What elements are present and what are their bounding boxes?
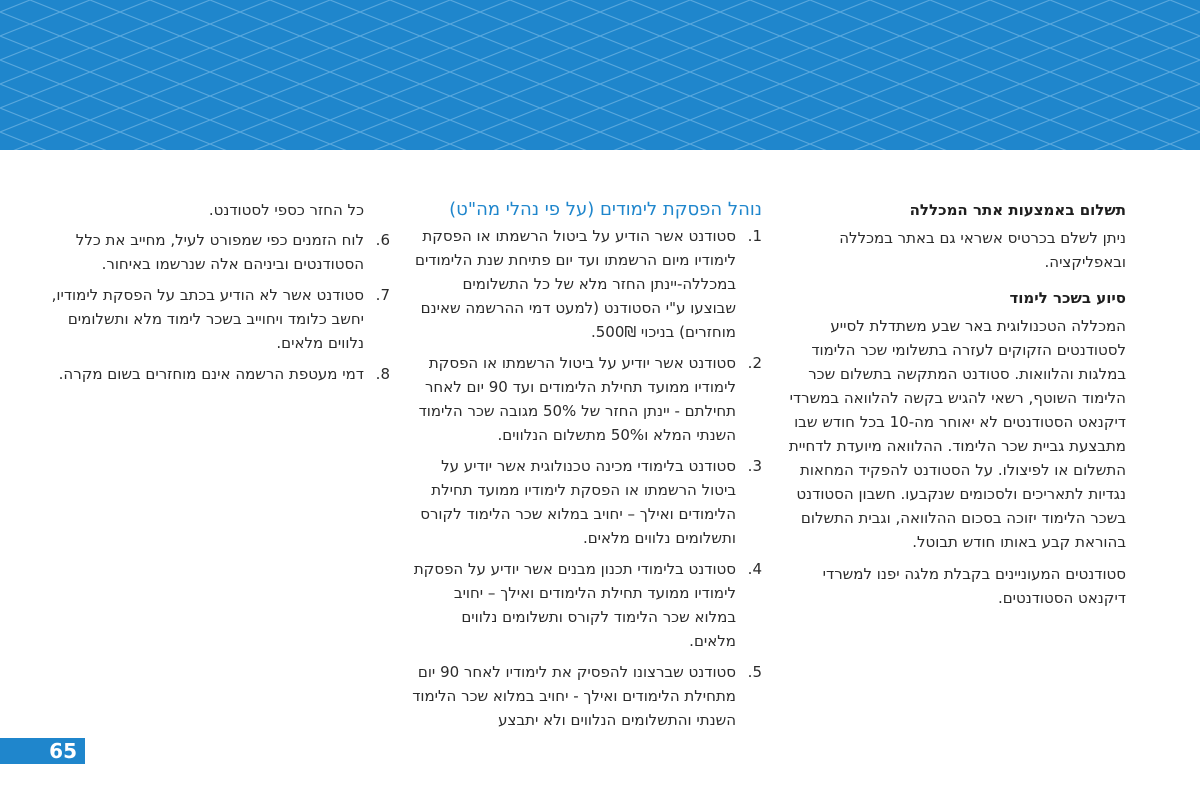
- column-left: [50, 198, 390, 393]
- paragraph-tuition-aid: המכללה הטכנולוגית באר שבע משתדלת לסייע לסטודנטים הזקוקים לעזרה בתשלומי שכר הלימוד במלגות והלוואות. סטודנט המתקשה בתשלום שכר הלימוד השוטף, רשאי להגיש בקשה להלוואה במשרדי דיקנאט הסטודנטים לא יאוחר מה-10 בכל חודש שבו מתבצעת גביית שכר הלימוד. ההלוואה מיועדת לדחיית התשלום או לפיצולו. על הסטודנט להפקיד המחאות נגדיות לתאריכים ולסכומים שנקבעו. חשבון הסטודנט בשכר הלימוד יזוכה בסכום ההלוואה, וגבית התשלום בהוראת קבע באותו חודש תבוטל.: [788, 317, 1126, 551]
- diamond-pattern: [0, 0, 1200, 150]
- item-number: 7.: [375, 286, 390, 304]
- item-number: 4.: [747, 560, 762, 578]
- item-text: לוח הזמנים כפי שמפורט לעיל, מחייב את כלל הסטודנטים וביניהם אלה שנרשמו באיחור.: [75, 231, 364, 273]
- item-text: סטודנט אשר הודיע על ביטול הרשמתו או הפסקת לימודיו מיום הרשמתו ועד יום פתיחת שנת הלימודים במכללה-יינתן החזר מלא של כל התשלומים שבוצעו ע"י הסטודנט (למעט דמי ההרשמה שאינם מוחזרים) בניכוי 500₪.: [414, 227, 736, 341]
- column-middle: [412, 198, 762, 739]
- list-item: [412, 454, 762, 550]
- page-number: 65: [0, 738, 85, 764]
- item-5-continuation: כל החזר כספי לסטודנט.: [208, 201, 364, 219]
- paragraph-payment-website: ניתן לשלם בכרטיס אשראי גם באתר במכללה ובאפליקציה.: [839, 229, 1126, 271]
- item-number: 5.: [747, 663, 762, 681]
- item-number: 6.: [375, 231, 390, 249]
- list-item: [412, 224, 762, 344]
- heading-tuition-aid: סיוע בשכר לימוד: [1009, 289, 1126, 307]
- column-right: [780, 198, 1126, 618]
- heading-withdrawal-procedure: נוהל הפסקת לימודים (על פי נהלי מה"ט): [449, 199, 762, 220]
- list-item: [412, 660, 762, 732]
- item-number: 1.: [747, 227, 762, 245]
- withdrawal-list-continued: [50, 228, 390, 386]
- item-text: סטודנט בלימודי מכינה טכנולוגית אשר יודיע על ביטול הרשמתו או הפסקת לימודיו ממועד תחילת הלימודים ואילך – יחויב במלוא שכר הלימוד לקורס ותשלומים נלווים מלאים.: [420, 457, 736, 547]
- item-number: 2.: [747, 354, 762, 372]
- list-item: [50, 283, 390, 355]
- item-text: דמי מעטפת הרשמה אינם מוחזרים בשום מקרה.: [58, 365, 364, 383]
- header-banner: [0, 0, 1200, 150]
- item-number: 3.: [747, 457, 762, 475]
- withdrawal-list: [412, 224, 762, 732]
- list-item: [412, 351, 762, 447]
- item-number: 8.: [375, 365, 390, 383]
- item-text: סטודנט שברצונו להפסיק את לימודיו לאחר 90 יום מתחילת הלימודים ואילך - יחויב במלוא שכר הלימוד השנתי והתשלומים הנלווים ולא יתבצע: [412, 663, 736, 729]
- list-item: [412, 557, 762, 653]
- item-text: סטודנט אשר יודיע על ביטול הרשמתו או הפסקת לימודיו ממועד תחילת הלימודים ועד 90 יום לאחר תחילתם - יינתן החזר של 50% מגובה שכר הלימוד השנתי המלא ו50% מתשלום הנלווים.: [418, 354, 736, 444]
- item-text: סטודנט אשר לא הודיע בכתב על הפסקת לימודיו, יחשב כלומד ויחוייב בשכר לימוד מלא ותשלומים נלווים מלאים.: [51, 286, 364, 352]
- list-item: [50, 228, 390, 276]
- item-text: סטודנט בלימודי תכנון מבנים אשר יודיע על הפסקת לימודיו ממועד תחילת הלימודים ואילך – יחויב במלוא שכר הלימוד לקורס ותשלומים נלווים מלאים.: [413, 560, 736, 650]
- heading-payment-website: תשלום באמצעות אתר המכללה: [909, 201, 1126, 219]
- list-item: [50, 362, 390, 386]
- paragraph-scholarship: סטודנטים המעוניינים בקבלת מלגה יפנו למשרדי דיקנאט הסטודנטים.: [822, 565, 1126, 607]
